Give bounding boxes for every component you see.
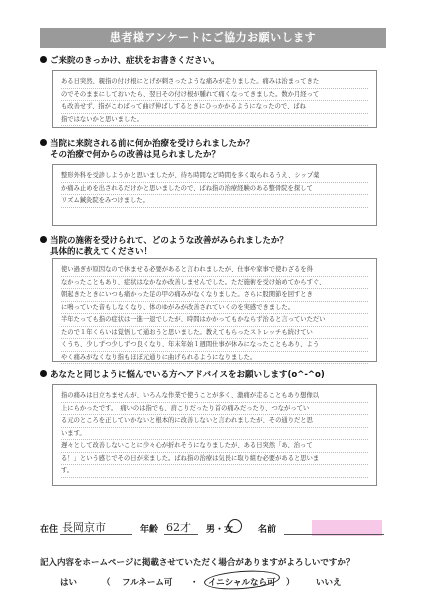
choice-yes: はい bbox=[60, 578, 78, 588]
choice-initial: イニシャルなら可 bbox=[208, 578, 276, 588]
q1-line: も改善せず、指がこわばって曲げ伸ばしするときにひっかかるようになったので、ばね bbox=[61, 101, 368, 114]
q1-line: ある日突然、親指の付け根にとげが刺さったような痛みが走りました。痛みは治まってきた bbox=[61, 76, 368, 89]
page-title: 患者様アンケートにご協力お願いします bbox=[40, 28, 386, 48]
q2-heading-line1: 当院に来院される前に何か治療を受けられましたか？ bbox=[50, 139, 255, 149]
q1-heading bbox=[40, 56, 220, 67]
address-value: 長岡京市 bbox=[62, 521, 106, 534]
q3-line: たので１年くらいは覚悟して通おうと思いました。教えてもらったストレッチも続けてい bbox=[61, 327, 368, 340]
q3-line: 使い過ぎが原因なので休ませる必要があると言われましたが、仕事や家事で使わざるを得 bbox=[61, 264, 368, 277]
bullet-icon bbox=[40, 139, 47, 146]
q4-line: る元のところを正していかないと根本的に改善しないと言われましたが、その通りだと思 bbox=[61, 415, 368, 428]
q2-answer-box bbox=[52, 164, 377, 226]
q4-line: る！」という感じでその日が来ました。ばね指の治療は気長に取り組む必要があると思いま bbox=[61, 453, 368, 466]
age-underline bbox=[164, 534, 198, 535]
q1-line: 指ではないかと思いました。 bbox=[61, 114, 368, 127]
q4-answer-box bbox=[52, 384, 377, 486]
age-label: 年齢 bbox=[140, 525, 159, 535]
gender-options: 男・女 bbox=[206, 525, 234, 535]
q1-answer-box bbox=[52, 70, 377, 128]
q2-heading-line2: その治療で何からの改善は見られましたか？ bbox=[50, 150, 221, 160]
selected-choice-circle bbox=[203, 568, 280, 591]
q2-line: か痛み止めを出されるだけかと思いましたので、ばね指の治療経験のある整骨院を探して bbox=[61, 183, 368, 196]
q3-heading bbox=[40, 236, 288, 258]
close-paren: ） bbox=[286, 578, 295, 588]
respondent-info bbox=[40, 520, 400, 536]
q4-line: 上にらかったです。 痛いのは指でも、肩こりだったり首の痛みだったり、つながってい bbox=[61, 403, 368, 416]
age-value: 62才 bbox=[166, 521, 191, 534]
q4-line: 遅々として改善しないことに少々心が折れそうになりましたが、ある日突然「あ、治って bbox=[61, 440, 368, 453]
q4-heading-text: あなたと同じように悩んでいる方へアドバイスをお願いします(o^-^o) bbox=[50, 370, 325, 380]
q3-line: くうち、少しずつ少しずつ良くなり、年末年始１週間仕事が休みになったこともあり、よう bbox=[61, 339, 368, 352]
q3-line: に鳴っていた音もしなくなり、体のゆがみが改善されていくのを実感できました。 bbox=[61, 302, 368, 315]
gender-circle-mark bbox=[228, 519, 242, 533]
q3-line: なかったこともあり、症状はなかなか改善しませんでした。ただ施術を受け始めてからすぐ、 bbox=[61, 277, 368, 290]
q3-heading-line1: 当院の施術を受けられて、どのような改善がみられましたか？ bbox=[50, 236, 288, 246]
choice-no: いいえ bbox=[316, 578, 342, 588]
name-underline bbox=[284, 534, 384, 535]
choice-fullname: フルネーム可 bbox=[122, 578, 173, 588]
q1-line: のでそのままにしておいたら、翌日その付け根が腫れて痛くなってきました。数か月経って bbox=[61, 89, 368, 102]
q3-heading-line2: 具体的に教えてください！ bbox=[50, 247, 153, 257]
q2-line: リズム鍼灸院をみつけました。 bbox=[61, 195, 368, 208]
q3-line: 半年たっても指の症状は一進一退でしたが、時間はかかってもかならず治ると言っていただい bbox=[61, 314, 368, 327]
q1-heading-text: ご来院のきっかけ、症状をお書きください。 bbox=[50, 56, 220, 66]
bullet-icon bbox=[40, 56, 47, 63]
q4-line: 指の痛みは日立ちませんが、いろんな作業で使うことが多く、激痛が走ることもあり想像以 bbox=[61, 390, 368, 403]
open-paren: （ bbox=[102, 578, 111, 588]
q4-line: います。 bbox=[61, 428, 368, 441]
name-label: 名前 bbox=[258, 525, 277, 535]
q2-line: 整形外科を受診しようかと思いましたが、待ち時間など時間を多く取られるうえ、シップ薬 bbox=[61, 170, 368, 183]
address-label: 在住 bbox=[40, 525, 59, 535]
q4-line: す。 bbox=[61, 465, 368, 478]
q4-heading bbox=[40, 370, 325, 381]
address-underline bbox=[60, 534, 132, 535]
bullet-icon bbox=[40, 236, 47, 243]
q3-line: やく痛みがなくなり指もほぼ元通りに曲げられるようになりました。 bbox=[61, 352, 368, 365]
web-publish-question: 記入内容をホームページに掲載させていただく場合がありますがよろしいですか？ bbox=[40, 558, 355, 568]
q3-line: 朝起きたときにいつも痛かった足の甲の痛みがなくなりました。さらに股関節を回すとき bbox=[61, 289, 368, 302]
bullet-icon bbox=[40, 370, 47, 377]
q3-answer-box bbox=[52, 258, 377, 362]
q2-heading bbox=[40, 139, 254, 161]
choice-separator: ・ bbox=[190, 578, 199, 588]
